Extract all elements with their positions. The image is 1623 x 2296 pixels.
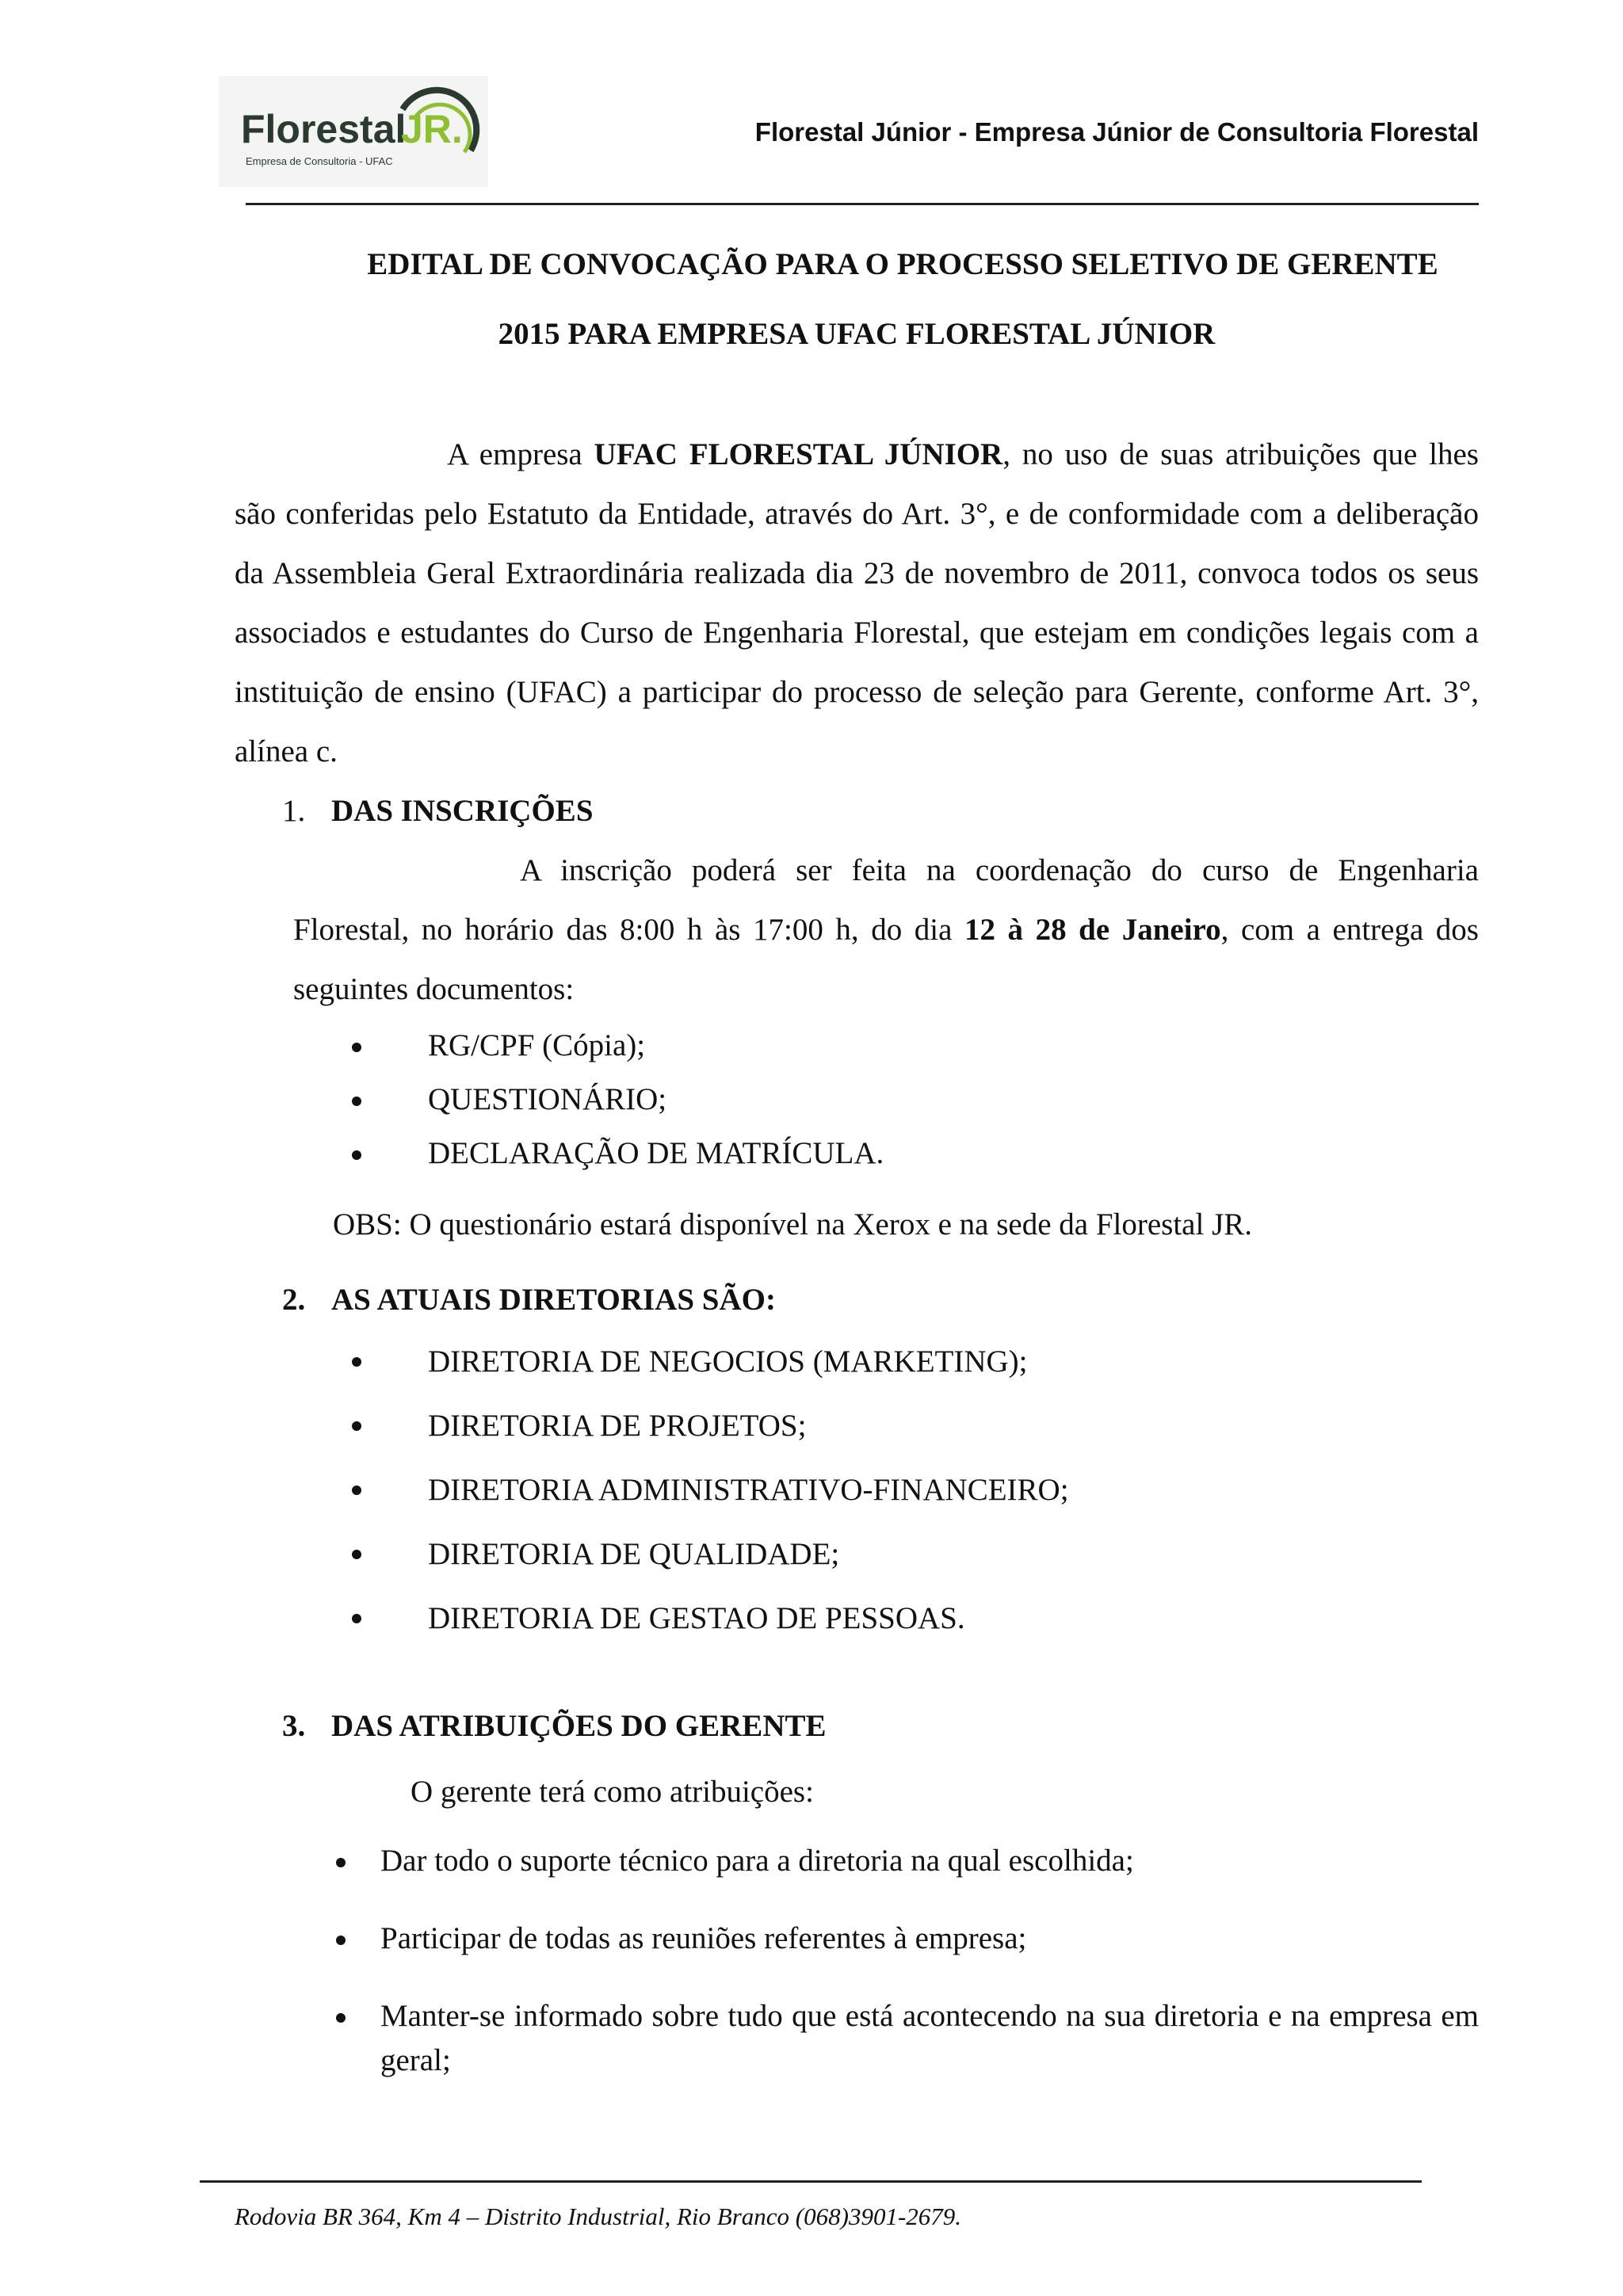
list-item [235,1019,1479,1073]
list-item-text: DIRETORIA ADMINISTRATIVO-FINANCEIRO; [428,1473,1069,1507]
list-item [235,1994,1479,2083]
bullet-icon [336,1936,346,1945]
document-body [235,230,1479,2116]
list-item-text: DIRETORIA DE NEGOCIOS (MARKETING); [428,1344,1028,1379]
list-item-text: DIRETORIA DE GESTAO DE PESSOAS. [428,1601,965,1635]
bullet-icon [352,1550,361,1559]
list-item [235,1073,1479,1127]
bullet-icon [352,1421,361,1431]
list-item [235,1458,1479,1522]
attributions-list [235,1839,1479,2083]
bullet-icon [352,1150,361,1160]
footer-address: Rodovia BR 364, Km 4 – Distrito Industrial, Rio Branco (068)3901-2679. [235,2203,962,2230]
section-3-title: DAS ATRIBUIÇÕES DO GERENTE [331,1709,827,1743]
section-2-heading [235,1270,1479,1329]
bullet-icon [352,1043,361,1052]
documents-list [235,1019,1479,1180]
logo-accent: JR. [401,107,463,151]
section-1-dates: 12 à 28 de Janeiro [964,913,1221,947]
intro-company: UFAC FLORESTAL JÚNIOR [594,437,1003,471]
section-1-heading [235,781,1479,841]
header-divider [246,203,1479,205]
section-1-text-post: , com a entrega dos seguintes documentos: [293,913,1479,1006]
logo-wordmark: Florestal [241,107,407,151]
list-item-text: RG/CPF (Cópia); [428,1028,646,1062]
list-item-text: DIRETORIA DE QUALIDADE; [428,1537,840,1571]
document-title-line-1: EDITAL DE CONVOCAÇÃO PARA O PROCESSO SELETIVO DE GERENTE [367,247,1438,281]
list-item [235,1127,1479,1180]
section-2-title: AS ATUAIS DIRETORIAS SÃO: [331,1283,776,1317]
list-item [235,1329,1479,1394]
bullet-icon [336,2013,346,2023]
list-item [235,1394,1479,1458]
list-item [235,1522,1479,1586]
bullet-icon [352,1357,361,1367]
intro-post: , no uso de suas atribuições que lhes são conferidas pelo Estatuto da Entidade, através do Art. 3°, e de conformidade com a deliberação da Assembleia Geral Extraordinária realizada dia 23 de novembro de 2011, convoca todos os seus associados e estudantes do Curso de Engenharia Florestal, que estejam em condições legais com a instituição de ensino (UFAC) a participar do processo de seleção para Gerente, conforme Art. 3°, alínea c. [235,437,1479,769]
logo-subtitle: Empresa de Consultoria - UFAC [246,155,393,167]
directorates-list [235,1329,1479,1650]
list-item-text: QUESTIONÁRIO; [428,1082,667,1116]
document-title-line-2: 2015 PARA EMPRESA UFAC FLORESTAL JÚNIOR [498,317,1216,351]
bullet-icon [336,1858,346,1867]
intro-pre: A empresa [447,437,594,471]
obs-note: OBS: O questionário estará disponível na Xerox e na sede da Florestal JR. [333,1207,1253,1241]
section-1-title: DAS INSCRIÇÕES [331,794,594,828]
section-1-text-pre: A inscrição poderá ser feita na coordenação do curso de Engenharia Florestal, no horário das 8:00 h às 17:00 h, do dia [293,853,1479,947]
header-title: Florestal Júnior - Empresa Júnior de Consultoria Florestal [754,117,1479,147]
intro-paragraph [235,425,1479,781]
document-title [235,230,1479,369]
bullet-icon [352,1614,361,1623]
section-3-lead: O gerente terá como atribuições: [411,1775,814,1809]
bullet-icon [352,1097,361,1106]
list-item-text: DECLARAÇÃO DE MATRÍCULA. [428,1136,884,1170]
section-3-number: 3. [282,1709,306,1743]
company-logo [219,76,488,187]
list-item-text: Dar todo o suporte técnico para a diretoria na qual escolhida; [380,1844,1134,1878]
list-item [235,1917,1479,1961]
footer-divider [200,2180,1422,2183]
list-item [235,1586,1479,1650]
section-2-number: 2. [282,1283,306,1317]
section-3-heading [235,1696,1479,1756]
list-item-text: Manter-se informado sobre tudo que está acontecendo na sua diretoria e na empresa em geral; [380,1999,1479,2077]
section-1-paragraph [235,841,1479,1019]
section-1-number: 1. [282,794,306,828]
bullet-icon [352,1486,361,1495]
list-item-text: DIRETORIA DE PROJETOS; [428,1409,807,1443]
list-item-text: Participar de todas as reuniões referentes à empresa; [380,1921,1027,1955]
list-item [235,1839,1479,1883]
